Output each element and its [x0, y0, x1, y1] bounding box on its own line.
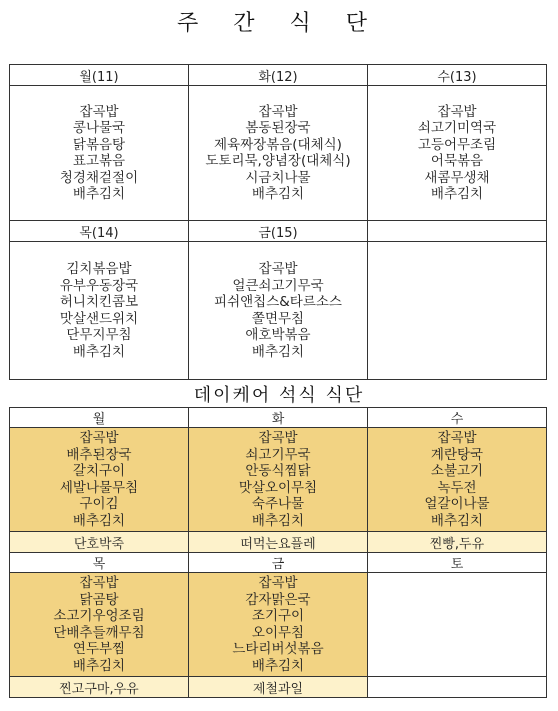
menu-cell	[368, 86, 547, 221]
menu-item: 배추김치	[72, 512, 126, 529]
day-header	[368, 221, 547, 242]
menu-item: 구이김	[79, 496, 119, 512]
menu-item: 오이무침	[251, 624, 305, 641]
menu-item: 새콤무생채	[424, 169, 490, 186]
snack-cell: 찐빵,두유	[368, 532, 547, 553]
menu-item: 세발나물무침	[59, 479, 139, 496]
menu-item: 고등어무조림	[417, 136, 497, 153]
menu-cell	[10, 86, 189, 221]
menu-item: 김치볶음밥	[66, 261, 132, 277]
menu-item: 청경채겉절이	[59, 169, 139, 186]
menu-item: 시금치나물	[245, 169, 311, 186]
menu-cell	[189, 428, 368, 532]
menu-item: 소불고기	[430, 463, 484, 479]
menu-item: 배추김치	[72, 343, 126, 360]
snack-cell: 단호박죽	[10, 532, 189, 553]
menu-item: 맛살오이무침	[238, 479, 318, 496]
menu-item: 어묵볶음	[430, 153, 484, 169]
menu-item: 배추된장국	[66, 446, 132, 463]
menu-item: 유부우동장국	[59, 277, 139, 294]
menu-item: 쇠고기미역국	[417, 120, 497, 136]
dinner-header-row-2	[10, 553, 547, 573]
day-header: 토	[368, 553, 547, 573]
menu-item: 배추김치	[430, 512, 484, 529]
menu-item: 잡곡밥	[79, 575, 119, 591]
menu-item: 제육짜장볶음(대체식)	[214, 136, 342, 153]
menu-item: 녹두전	[437, 479, 477, 496]
dinner-menu-row-2	[10, 573, 547, 677]
menu-item: 배추김치	[251, 186, 305, 202]
menu-item: 봄동된장국	[245, 120, 311, 136]
day-header: 금(15)	[189, 221, 368, 242]
day-header: 금	[189, 553, 368, 573]
menu-item: 잡곡밥	[79, 430, 119, 446]
menu-cell	[189, 242, 368, 380]
lunch-header-row-1	[10, 65, 547, 86]
day-header: 수(13)	[368, 65, 547, 86]
menu-item: 피쉬앤칩스&타르소스	[214, 294, 342, 310]
menu-item: 연두부찜	[72, 641, 126, 657]
dinner-header-row-1	[10, 408, 547, 428]
menu-item: 갈치구이	[72, 463, 126, 479]
dinner-menu-table	[9, 407, 547, 698]
lunch-menu-row-2	[10, 242, 547, 380]
menu-item: 쫄면무침	[251, 310, 305, 327]
menu-item: 숙주나물	[251, 496, 305, 512]
page-title: 주 간 식 단	[177, 11, 381, 36]
dinner-snack-row-1	[10, 532, 547, 553]
dinner-title: 데이케어 석식 식단	[193, 385, 365, 406]
menu-item: 잡곡밥	[437, 103, 477, 120]
menu-item: 배추김치	[72, 186, 126, 202]
menu-item: 도토리묵,양념장(대체식)	[205, 153, 351, 169]
day-header: 화	[189, 408, 368, 428]
menu-item: 쇠고기무국	[245, 446, 311, 463]
menu-item: 허니치킨콤보	[59, 294, 139, 310]
menu-item: 배추김치	[251, 343, 305, 360]
dinner-menu-row-1	[10, 428, 547, 532]
menu-item: 배추김치	[251, 512, 305, 529]
day-header: 목	[10, 553, 189, 573]
menu-item: 단무지무침	[66, 327, 132, 343]
lunch-menu-row-1	[10, 86, 547, 221]
menu-cell	[10, 573, 189, 677]
menu-item: 잡곡밥	[258, 430, 298, 446]
menu-item: 배추김치	[430, 186, 484, 202]
menu-cell	[368, 573, 547, 677]
menu-item: 잡곡밥	[258, 575, 298, 591]
menu-item: 단배추들깨무침	[53, 624, 145, 641]
dinner-snack-row-2	[10, 677, 547, 698]
snack-cell: 찐고구마,우유	[10, 677, 189, 698]
menu-item: 얼큰쇠고기무국	[232, 277, 324, 294]
menu-cell	[10, 242, 189, 380]
day-header: 목(14)	[10, 221, 189, 242]
menu-item: 맛살샌드위치	[59, 310, 139, 327]
menu-item: 애호박볶음	[245, 327, 311, 343]
menu-item: 느타리버섯볶음	[232, 641, 324, 657]
menu-item: 조기구이	[251, 608, 305, 624]
menu-item: 안동식찜닭	[245, 463, 311, 479]
menu-cell	[189, 86, 368, 221]
day-header: 월	[10, 408, 189, 428]
menu-item: 콩나물국	[72, 120, 126, 136]
menu-item: 배추김치	[72, 657, 126, 674]
snack-cell: 제철과일	[189, 677, 368, 698]
day-header: 월(11)	[10, 65, 189, 86]
menu-cell	[10, 428, 189, 532]
menu-cell	[189, 573, 368, 677]
menu-item: 배추김치	[251, 657, 305, 674]
day-header: 화(12)	[189, 65, 368, 86]
lunch-header-row-2	[10, 221, 547, 242]
menu-item: 잡곡밥	[79, 103, 119, 120]
day-header: 수	[368, 408, 547, 428]
menu-item: 잡곡밥	[258, 103, 298, 120]
menu-item: 닭볶음탕	[72, 136, 126, 153]
menu-item: 얼갈이나물	[424, 496, 490, 512]
snack-cell: 떠먹는요플레	[189, 532, 368, 553]
menu-item: 소고기우엉조림	[53, 608, 145, 624]
menu-item: 잡곡밥	[258, 261, 298, 277]
lunch-menu-table	[9, 64, 547, 380]
snack-cell	[368, 677, 547, 698]
menu-cell	[368, 242, 547, 380]
menu-item: 표고볶음	[72, 153, 126, 169]
menu-item: 닭곰탕	[79, 591, 119, 608]
menu-item: 잡곡밥	[437, 430, 477, 446]
menu-item: 계란탕국	[430, 446, 484, 463]
menu-item: 감자맑은국	[245, 591, 311, 608]
menu-cell	[368, 428, 547, 532]
